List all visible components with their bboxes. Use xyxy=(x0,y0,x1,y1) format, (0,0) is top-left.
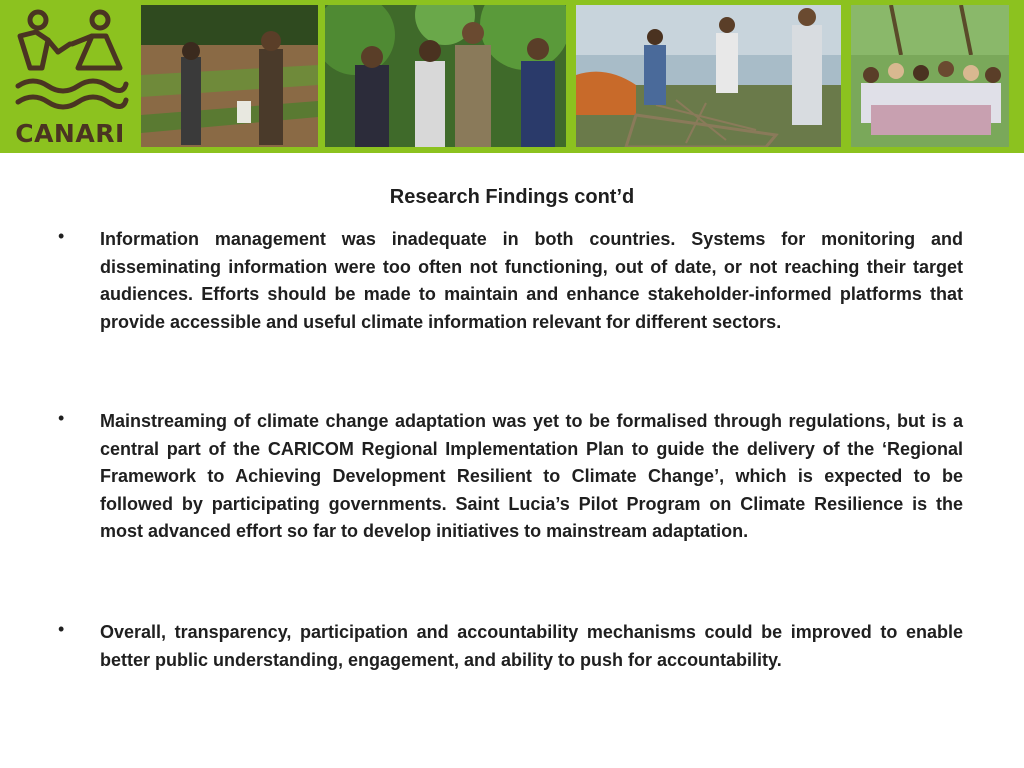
canari-logo xyxy=(8,6,132,150)
bullet-marker: • xyxy=(58,619,65,639)
photo-forest-group xyxy=(325,5,566,147)
logo-text: CANARI xyxy=(15,119,125,148)
bullet-marker: • xyxy=(58,226,65,246)
bullet-text: Mainstreaming of climate change adaptation was yet to be formalised through regulations, but is a central part of the CARICOM Regional Implementation Plan to guide the delivery of the ‘Regional Framework to Achieving Development Resilient to Climate Change’, which is expected to be followed by participating governments. Saint Lucia’s Pilot Program on Climate Resilience is the most advanced effort so far to develop initiatives to mainstream adaptation. xyxy=(100,411,963,541)
canari-people-wave-logo xyxy=(8,6,132,118)
slide-title: Research Findings cont’d xyxy=(389,186,635,208)
bullet-text: Overall, transparency, participation and accountability mechanisms could be improved to enable better public understanding, engagement, and ability to push for accountability. xyxy=(100,622,963,670)
bullet-text: Information management was inadequate in both countries. Systems for monitoring and disseminating information were too often not functioning, out of date, or not reaching their target audiences. Efforts should be made to maintain and enhance stakeholder-informed platforms that provide accessible and useful climate information relevant for different sectors. xyxy=(100,229,963,332)
bullet-marker: • xyxy=(58,408,65,428)
header-banner xyxy=(0,0,1024,153)
photo-farmers-field xyxy=(141,5,318,147)
photo-group-portrait xyxy=(851,5,1009,147)
photo-fishers-beach xyxy=(576,5,841,147)
